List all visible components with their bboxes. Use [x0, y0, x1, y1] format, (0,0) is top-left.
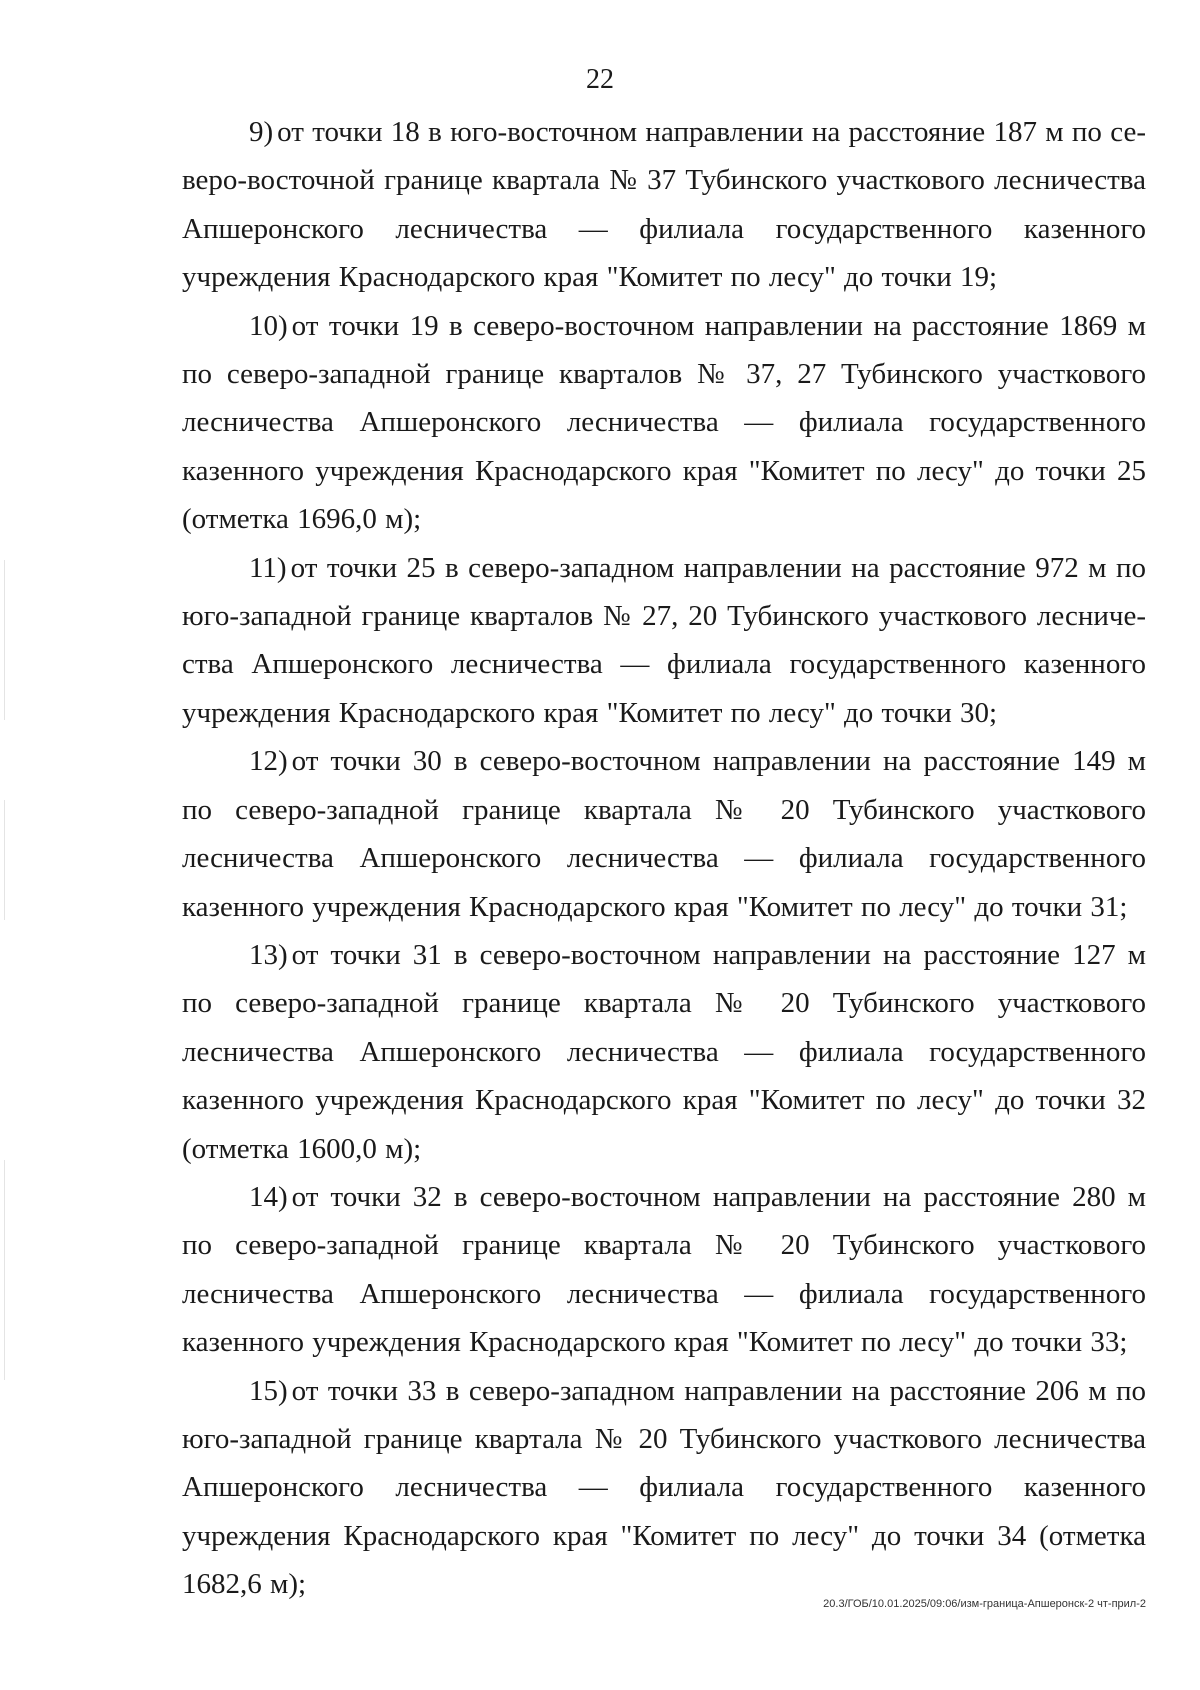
item-text: от точки 31 в северо-восточном направлении на расстояние 127 м по северо-западной границе квартала № 20 Тубинского участкового лесничества Апшеронского лесничества — филиала государственного казенного учреждения Краснодарского края "Комитет по лесу" до точки 32 (отметка 1600,0 м); [182, 938, 1146, 1165]
document-body [182, 108, 1146, 1609]
page-number: 22 [586, 64, 614, 95]
scan-edge-mark [4, 560, 5, 720]
list-item [182, 1173, 1146, 1367]
scan-edge-mark [4, 1160, 5, 1380]
item-text: от точки 32 в северо-восточном направлении на расстояние 280 м по северо-западной границе квартала № 20 Тубинского участкового лесничества Апшеронского лесничества — филиала государственного казенного учреждения Краснодарского края "Комитет по лесу" до точки 33; [182, 1180, 1146, 1359]
item-text: от точки 33 в северо-западном направлении на расстояние 206 м по юго-западной границе квартала № 20 Тубинского участкового лесничества Апшеронского лесничества — филиала государственного казенного учреждения Краснодарского края "Комитет по лесу" до точки 34 (отметка 1682,6 м); [182, 1374, 1146, 1601]
item-number: 15) [249, 1374, 288, 1407]
list-item [182, 302, 1146, 544]
item-number: 10) [249, 309, 288, 342]
item-number: 12) [249, 745, 288, 778]
document-footer: 20.3/ГОБ/10.01.2025/09:06/изм-граница-Апшеронск-2 чт-прил-2 [823, 1598, 1146, 1610]
item-text: от точки 19 в северо-восточном направлении на расстояние 1869 м по северо-западной границе кварталов № 37, 27 Тубинского участкового лесничества Апшеронского лесничества — филиала государственного казенного учреждения Краснодарского края "Комитет по лесу" до точки 25 (отметка 1696,0 м); [182, 309, 1146, 536]
list-item [182, 1367, 1146, 1609]
list-item [182, 931, 1146, 1173]
list-item [182, 544, 1146, 738]
item-text: от точки 18 в юго-восточном направлении на расстояние 187 м по северо-восточной границе квартала № 37 Тубинского участкового лесничества Апшеронского лесничества — филиала государственного казенного учреждения Краснодарского края "Комитет по лесу" до точки 19; [182, 116, 1146, 294]
item-number: 11) [249, 551, 287, 584]
item-number: 14) [249, 1180, 288, 1213]
item-text: от точки 25 в северо-западном направлении на расстояние 972 м по юго-западной границе кварталов № 27, 20 Тубинского участкового лесничества Апшеронского лесничества — филиала государственного казенного учреждения Краснодарского края "Комитет по лесу" до точки 30; [182, 551, 1146, 729]
scan-edge-mark [4, 800, 5, 920]
item-number: 9) [249, 116, 274, 148]
list-item [182, 737, 1146, 931]
item-number: 13) [249, 938, 288, 971]
item-text: от точки 30 в северо-восточном направлении на расстояние 149 м по северо-западной границе квартала № 20 Тубинского участкового лесничества Апшеронского лесничества — филиала государственного казенного учреждения Краснодарского края "Комитет по лесу" до точки 31; [182, 745, 1146, 923]
list-item [182, 108, 1146, 302]
